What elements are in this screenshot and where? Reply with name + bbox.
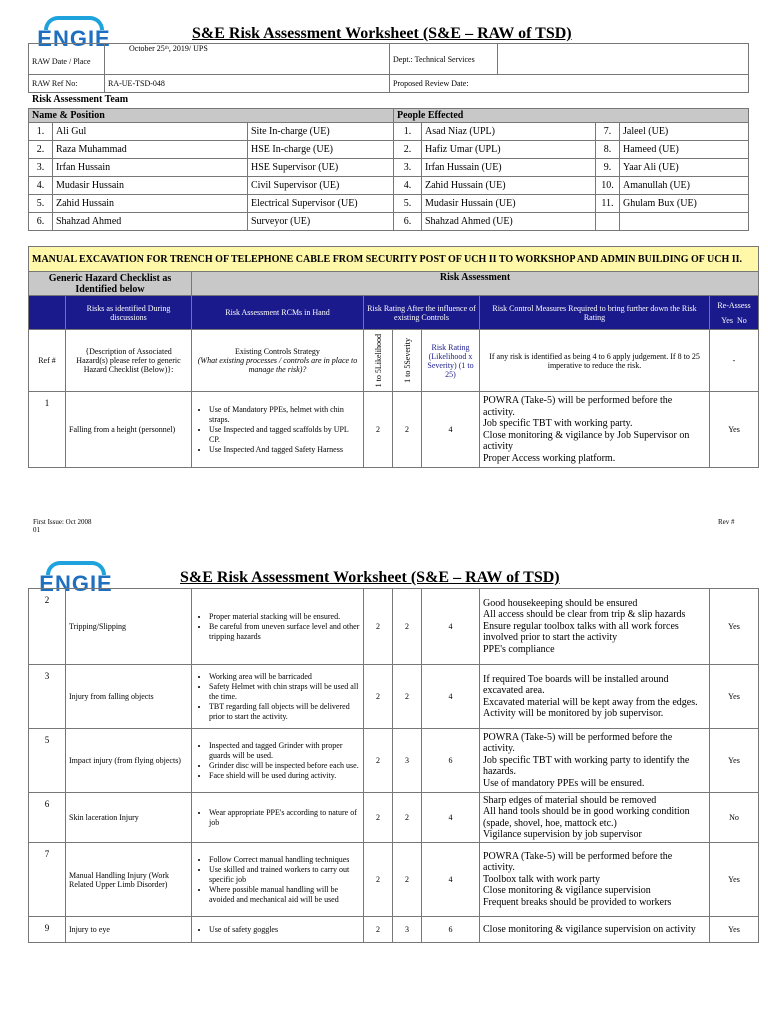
team-num: 1.: [29, 123, 53, 141]
risk-ref: 5: [29, 729, 66, 793]
measure-item: PPE's compliance: [483, 643, 555, 655]
reassess-value: Yes: [710, 843, 759, 917]
control-measures: [480, 793, 710, 843]
measure-item: Excavated material will be kept away from the edges.: [483, 696, 698, 708]
team-row: [29, 213, 749, 231]
risk-rating-value: 6: [422, 729, 480, 793]
control-measures: [480, 843, 710, 917]
risk-hazard: Manual Handling Injury (Work Related Upper Limb Disorder): [66, 843, 192, 917]
reassess-value: No: [710, 793, 759, 843]
people-num-2: 10.: [596, 177, 620, 195]
page-title-page2: S&E Risk Assessment Worksheet (S&E – RAW of TSD): [180, 569, 560, 586]
measure-item: Frequent breaks should be provided to workers: [483, 896, 672, 908]
risk-assessment-header: Risk Assessment: [192, 272, 759, 296]
reassess-value: Yes: [710, 589, 759, 665]
risk-row: [29, 729, 759, 793]
risk-hazard: Falling from a height (personnel): [66, 392, 192, 468]
controls-list: [195, 612, 360, 642]
likelihood-label: 1 to 5Likelihood: [364, 330, 393, 392]
reassess-value: Yes: [710, 917, 759, 943]
team-position: HSE In-charge (UE): [248, 141, 394, 159]
likelihood-value: 2: [364, 793, 393, 843]
page-title: S&E Risk Assessment Worksheet (S&E – RAW of TSD): [192, 25, 572, 42]
team-name: Irfan Hussain: [53, 159, 248, 177]
people-name-2: Yaar Ali (UE): [620, 159, 749, 177]
control-item: • Be careful from uneven surface level and other tripping hazards: [209, 622, 360, 642]
control-item: • Grinder disc will be inspected before each use.: [209, 761, 360, 771]
people-num: 3.: [394, 159, 422, 177]
hazard-desc-label: {Description of Associated Hazard(s) please refer to generic Hazard Checklist (Below)}:: [66, 330, 192, 392]
control-measures: [480, 392, 710, 468]
people-num-2: 7.: [596, 123, 620, 141]
existing-controls: [192, 665, 364, 729]
control-item: • TBT regarding fall objects will be delivered prior to start the activity.: [209, 702, 360, 722]
rcms-col-header: Risk Assessment RCMs in Hand: [192, 296, 364, 330]
severity-value: 3: [393, 729, 422, 793]
severity-value: 3: [393, 917, 422, 943]
people-num: 1.: [394, 123, 422, 141]
measure-item: Good housekeeping should be ensured: [483, 597, 638, 609]
risk-row: [29, 793, 759, 843]
review-label: Proposed Review Date:: [390, 75, 749, 93]
control-measures: [480, 729, 710, 793]
people-num: 5.: [394, 195, 422, 213]
measure-item: Vigilance supervision by job supervisor: [483, 829, 642, 840]
people-name-2: [620, 213, 749, 231]
risk-row: [29, 917, 759, 943]
risk-rating-value: 4: [422, 392, 480, 468]
people-name-2: Hameed (UE): [620, 141, 749, 159]
people-col-header: People Effected: [394, 109, 749, 123]
risk-hazard: Injury from falling objects: [66, 665, 192, 729]
likelihood-value: 2: [364, 665, 393, 729]
people-num: 6.: [394, 213, 422, 231]
rating-col-header: Risk Rating After the influence of existing Controls: [364, 296, 480, 330]
measure-item: Proper Access working platform.: [483, 452, 616, 464]
control-item: • Inspected and tagged Grinder with proper guards will be used.: [209, 741, 360, 761]
measure-item: If required Toe boards will be installed around excavated area.: [483, 673, 669, 696]
existing-controls-label: Existing Controls Strategy (What existing processes / controls are in place to manage the risk)?: [192, 330, 364, 392]
team-num: 3.: [29, 159, 53, 177]
team-position: Electrical Supervisor (UE): [248, 195, 394, 213]
measure-item: Sharp edges of material should be removed: [483, 794, 657, 806]
measure-item: Toolbox talk with work party: [483, 873, 601, 885]
engie-logo: ENGIE: [28, 16, 120, 50]
risk-ref: 2: [29, 589, 66, 665]
controls-list: [195, 808, 360, 828]
reassess-dash: -: [710, 330, 759, 392]
likelihood-value: 2: [364, 843, 393, 917]
team-num: 2.: [29, 141, 53, 159]
team-table: [28, 108, 749, 231]
risk-ref: 7: [29, 843, 66, 917]
control-item: • Use of safety goggles: [209, 925, 360, 935]
control-item: • Use of Mandatory PPEs, helmet with chin straps.: [209, 405, 360, 425]
severity-value: 2: [393, 392, 422, 468]
control-measures: [480, 589, 710, 665]
likelihood-value: 2: [364, 589, 393, 665]
measure-item: Close monitoring & vigilance by Job Supervisor on activity: [483, 429, 690, 452]
people-name-2: Amanullah (UE): [620, 177, 749, 195]
header-table: [28, 43, 749, 93]
team-name: Ali Gul: [53, 123, 248, 141]
existing-controls: [192, 917, 364, 943]
existing-controls: [192, 843, 364, 917]
reassess-col-header: Re-Assess Yes No: [710, 296, 759, 330]
controls-list: [195, 672, 360, 722]
measure-item: Close monitoring & vigilance supervision on activity: [483, 923, 696, 935]
risk-rating-value: 4: [422, 589, 480, 665]
measure-item: POWRA (Take-5) will be performed before the activity.: [483, 395, 673, 418]
team-num: 4.: [29, 177, 53, 195]
team-num: 5.: [29, 195, 53, 213]
team-position: Surveyor (UE): [248, 213, 394, 231]
team-position: HSE Supervisor (UE): [248, 159, 394, 177]
existing-controls: [192, 729, 364, 793]
date-place-value: October 25ᵗʰ, 2019/ UPS: [105, 44, 390, 75]
likelihood-value: 2: [364, 392, 393, 468]
likelihood-value: 2: [364, 917, 393, 943]
existing-controls: [192, 793, 364, 843]
team-name: Raza Muhammad: [53, 141, 248, 159]
control-item: • Use Inspected And tagged Safety Harness: [209, 445, 360, 455]
measure-item: Use of mandatory PPEs will be ensured.: [483, 777, 645, 789]
team-row: [29, 141, 749, 159]
people-name-2: Ghulam Bux (UE): [620, 195, 749, 213]
judgement-note: If any risk is identified as being 4 to 6 apply judgement. If 8 to 25 imperative to reduce the risk.: [480, 330, 710, 392]
people-name: Hafiz Umar (UPL): [422, 141, 596, 159]
control-measures: [480, 665, 710, 729]
likelihood-value: 2: [364, 729, 393, 793]
people-name: Zahid Hussain (UE): [422, 177, 596, 195]
risk-ref: 3: [29, 665, 66, 729]
risk-row: [29, 665, 759, 729]
controls-list: [195, 855, 360, 905]
people-name: Irfan Hussain (UE): [422, 159, 596, 177]
severity-value: 2: [393, 793, 422, 843]
activity-banner: MANUAL EXCAVATION FOR TRENCH OF TELEPHONE CABLE FROM SECURITY POST OF UCH II TO WORKSHOP AND ADMIN BUILDING OF UCH II.: [29, 247, 759, 272]
team-row: [29, 195, 749, 213]
date-place-label: RAW Date / Place: [29, 44, 105, 75]
risk-table-page1: [28, 246, 759, 468]
team-num: 6.: [29, 213, 53, 231]
control-measures: [480, 917, 710, 943]
measure-item: POWRA (Take-5) will be performed before the activity.: [483, 731, 673, 755]
risk-hazard: Injury to eye: [66, 917, 192, 943]
control-item: • Use Inspected and tagged scaffolds by UPL CP.: [209, 425, 360, 445]
team-row: [29, 159, 749, 177]
controls-list: [195, 925, 360, 935]
generic-checklist-header: Generic Hazard Checklist as Identified below: [29, 272, 192, 296]
severity-value: 2: [393, 665, 422, 729]
engie-logo-page2: ENGIE: [30, 561, 122, 595]
risk-row: [29, 843, 759, 917]
risk-row: [29, 392, 759, 468]
people-num: 2.: [394, 141, 422, 159]
people-name-2: Jaleel (UE): [620, 123, 749, 141]
team-row: [29, 123, 749, 141]
control-item: • Where possible manual handling will be avoided and mechanical aid will be used: [209, 885, 360, 905]
team-name: Mudasir Hussain: [53, 177, 248, 195]
measure-item: Ensure regular toolbox talks with all work forces involved prior to start the activity: [483, 620, 679, 644]
ref-value: RA-UE-TSD-048: [105, 75, 390, 93]
team-position: Civil Supervisor (UE): [248, 177, 394, 195]
risk-rating-value: 6: [422, 917, 480, 943]
risk-rating-value: 4: [422, 843, 480, 917]
measure-item: All access should be clear from trip & slip hazards: [483, 609, 686, 621]
control-item: • Use skilled and trained workers to carry out specific job: [209, 865, 360, 885]
people-name: Asad Niaz (UPL): [422, 123, 596, 141]
risk-table-page2: [28, 588, 759, 943]
risk-rating-value: 4: [422, 793, 480, 843]
team-name: Shahzad Ahmed: [53, 213, 248, 231]
ref-col-label: Ref #: [29, 330, 66, 392]
risk-hazard: Impact injury (from flying objects): [66, 729, 192, 793]
control-item: • Face shield will be used during activity.: [209, 771, 360, 781]
controls-list: [195, 405, 360, 455]
risk-ref: 1: [29, 392, 66, 468]
control-item: • Safety Helmet with chin straps will be used all the time.: [209, 682, 360, 702]
reassess-value: Yes: [710, 392, 759, 468]
measure-item: Job specific TBT with working party to identify the hazards.: [483, 754, 690, 778]
existing-controls: [192, 589, 364, 665]
risk-rating-value: 4: [422, 665, 480, 729]
measure-item: POWRA (Take-5) will be performed before the activity.: [483, 850, 673, 874]
control-item: • Proper material stacking will be ensured.: [209, 612, 360, 622]
controls-list: [195, 741, 360, 781]
severity-value: 2: [393, 589, 422, 665]
people-num-2: 11.: [596, 195, 620, 213]
severity-value: 2: [393, 843, 422, 917]
measure-item: All hand tools should be in good working condition (spade, shovel, hoe, mattock etc.): [483, 806, 690, 829]
measure-item: Job specific TBT with working party.: [483, 418, 633, 429]
measure-item: Close monitoring & vigilance supervision: [483, 885, 651, 897]
team-position: Site In-charge (UE): [248, 123, 394, 141]
ref-label: RAW Ref No:: [29, 75, 105, 93]
people-name: Shahzad Ahmed (UE): [422, 213, 596, 231]
reassess-value: Yes: [710, 665, 759, 729]
measure-item: Activity will be monitored by job supervisor.: [483, 708, 664, 719]
reassess-value: Yes: [710, 729, 759, 793]
control-item: • Follow Correct manual handling techniques: [209, 855, 360, 865]
risk-rating-label: Risk Rating (Likelihood x Severity) (1 to 25): [422, 330, 480, 392]
risk-row: [29, 589, 759, 665]
team-heading: Risk Assessment Team: [32, 94, 129, 105]
footer-rev: Rev #: [718, 518, 735, 526]
dept-label: Dept.: Technical Services: [390, 44, 498, 75]
control-item: • Wear appropriate PPE's according to nature of job: [209, 808, 360, 828]
team-row: [29, 177, 749, 195]
control-item: • Working area will be barricaded: [209, 672, 360, 682]
control-col-header: Risk Control Measures Required to bring further down the Risk Rating: [480, 296, 710, 330]
risk-hazard: Skin laceration Injury: [66, 793, 192, 843]
risks-col-header: Risks as identified During discussions: [66, 296, 192, 330]
risk-ref: 6: [29, 793, 66, 843]
risk-ref: 9: [29, 917, 66, 943]
existing-controls: [192, 392, 364, 468]
people-num-2: 9.: [596, 159, 620, 177]
team-col-header: Name & Position: [29, 109, 394, 123]
people-num-2: 8.: [596, 141, 620, 159]
people-num-2: [596, 213, 620, 231]
footer-first-issue: First Issue: Oct 2008 01: [33, 518, 92, 534]
severity-label: 1 to 5Severity: [393, 330, 422, 392]
people-num: 4.: [394, 177, 422, 195]
team-name: Zahid Hussain: [53, 195, 248, 213]
people-name: Mudasir Hussain (UE): [422, 195, 596, 213]
risk-hazard: Tripping/Slipping: [66, 589, 192, 665]
